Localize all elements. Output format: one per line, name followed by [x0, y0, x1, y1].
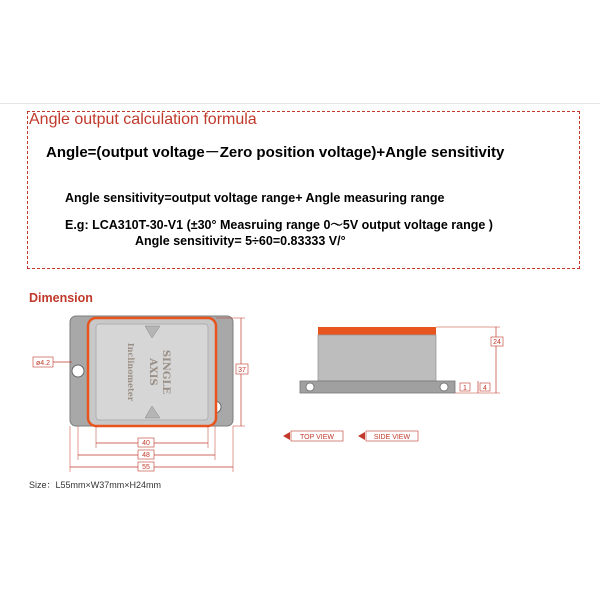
- dim-55-label: 55: [142, 464, 150, 471]
- dim-24-label: 24: [493, 339, 501, 346]
- dim-1-label: 1: [463, 385, 467, 392]
- side-view-housing: [318, 335, 436, 381]
- top-view-arrow-icon: [283, 432, 290, 440]
- device-label-line1: SINGLE: [160, 349, 171, 395]
- side-view-label: [358, 431, 418, 441]
- device-label-line2: AXIS: [147, 358, 158, 386]
- top-view-label: [283, 431, 343, 441]
- dimension-title: Dimension: [29, 291, 93, 305]
- side-view-base: [300, 381, 455, 393]
- dim-37-label: 37: [238, 367, 246, 374]
- example-line-2: Angle sensitivity= 5÷60=0.83333 V/°: [135, 234, 346, 248]
- side-view-arrow-icon: [358, 432, 365, 440]
- side-view-foot-left: [306, 383, 314, 391]
- mounting-hole-left: [72, 365, 84, 377]
- dim-4-label: 4: [483, 385, 487, 392]
- side-view-foot-right: [440, 383, 448, 391]
- side-view-top-strip: [318, 327, 436, 335]
- top-view-text: TOP VIEW: [300, 434, 334, 441]
- formula-main: Angle=(output voltage－Zero position voltage)+Angle sensitivity: [46, 144, 505, 161]
- dim-40-label: 40: [142, 440, 150, 447]
- top-view-drawing: [33, 316, 248, 472]
- size-text: Size：L55mm×W37mm×H24mm: [29, 480, 162, 490]
- example-line-1: E.g: LCA310T-30-V1 (±30° Measruing range 0～5V output voltage range ): [65, 218, 493, 232]
- formula-title: Angle output calculation formula: [29, 111, 257, 128]
- hole-dim-label: ø4.2: [35, 360, 51, 367]
- side-view-text: SIDE VIEW: [373, 434, 411, 441]
- sensitivity-definition: Angle sensitivity=output voltage range+ Angle measuring range: [65, 191, 445, 205]
- dim-48-label: 48: [142, 452, 150, 459]
- side-view-drawing: [300, 327, 503, 393]
- device-label-line3: Inclinometer: [126, 342, 136, 402]
